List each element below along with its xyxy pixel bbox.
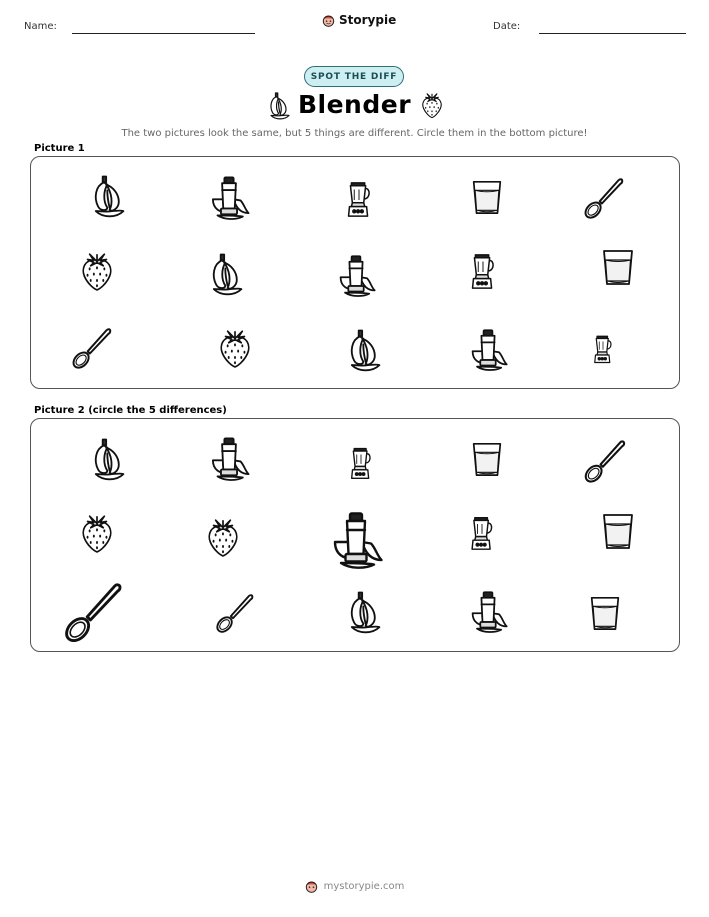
date-line[interactable] [539, 33, 686, 34]
banana-icon[interactable] [338, 588, 384, 634]
spoon-icon[interactable] [580, 438, 628, 484]
blender-icon [464, 246, 502, 296]
blender-icon[interactable] [464, 508, 500, 558]
name-label: Name: [24, 21, 57, 32]
blender-banana-icon[interactable] [466, 588, 510, 634]
glass-icon [598, 244, 638, 290]
blender-banana-icon [206, 174, 252, 220]
date-label: Date: [493, 21, 521, 32]
brand-name: Storypie [339, 13, 397, 27]
blender-icon [588, 324, 618, 374]
blender-banana-icon [466, 326, 510, 372]
page-title: Blender [297, 90, 412, 119]
storypie-mascot-icon [305, 880, 318, 893]
name-line[interactable] [72, 33, 255, 34]
blender-banana-icon [334, 252, 378, 298]
blender-banana-icon[interactable] [326, 508, 386, 570]
strawberry-icon [214, 324, 256, 372]
storypie-mascot-icon [322, 14, 335, 27]
blender-icon[interactable] [344, 438, 378, 488]
banana-icon [82, 172, 128, 218]
spoon-icon[interactable] [212, 592, 256, 634]
instructions: The two pictures look the same, but 5 things are different. Circle them in the bottom picture! [121, 128, 588, 139]
picture2-label: Picture 2 (circle the 5 differences) [34, 405, 227, 416]
spot-the-diff-badge: SPOT THE DIFF [304, 66, 404, 87]
spoon-icon[interactable] [58, 580, 126, 644]
picture1-label: Picture 1 [34, 143, 85, 154]
banana-icon [338, 326, 384, 372]
blender-icon [340, 174, 378, 224]
strawberry-icon[interactable] [76, 510, 118, 556]
footer [0, 880, 709, 893]
strawberry-icon [76, 248, 118, 294]
banana-icon [200, 250, 246, 296]
banana-icon[interactable] [82, 435, 128, 481]
footer-url[interactable]: mystorypie.com [323, 881, 405, 892]
strawberry-icon[interactable] [202, 514, 244, 560]
spoon-icon [68, 326, 114, 370]
strawberry-icon [418, 90, 446, 124]
glass-icon[interactable] [468, 436, 506, 482]
brand-logo [322, 13, 396, 27]
spoon-icon [580, 176, 626, 220]
glass-icon [468, 174, 506, 220]
blender-banana-icon[interactable] [206, 435, 252, 481]
glass-icon[interactable] [598, 508, 638, 554]
glass-icon[interactable] [586, 590, 624, 636]
